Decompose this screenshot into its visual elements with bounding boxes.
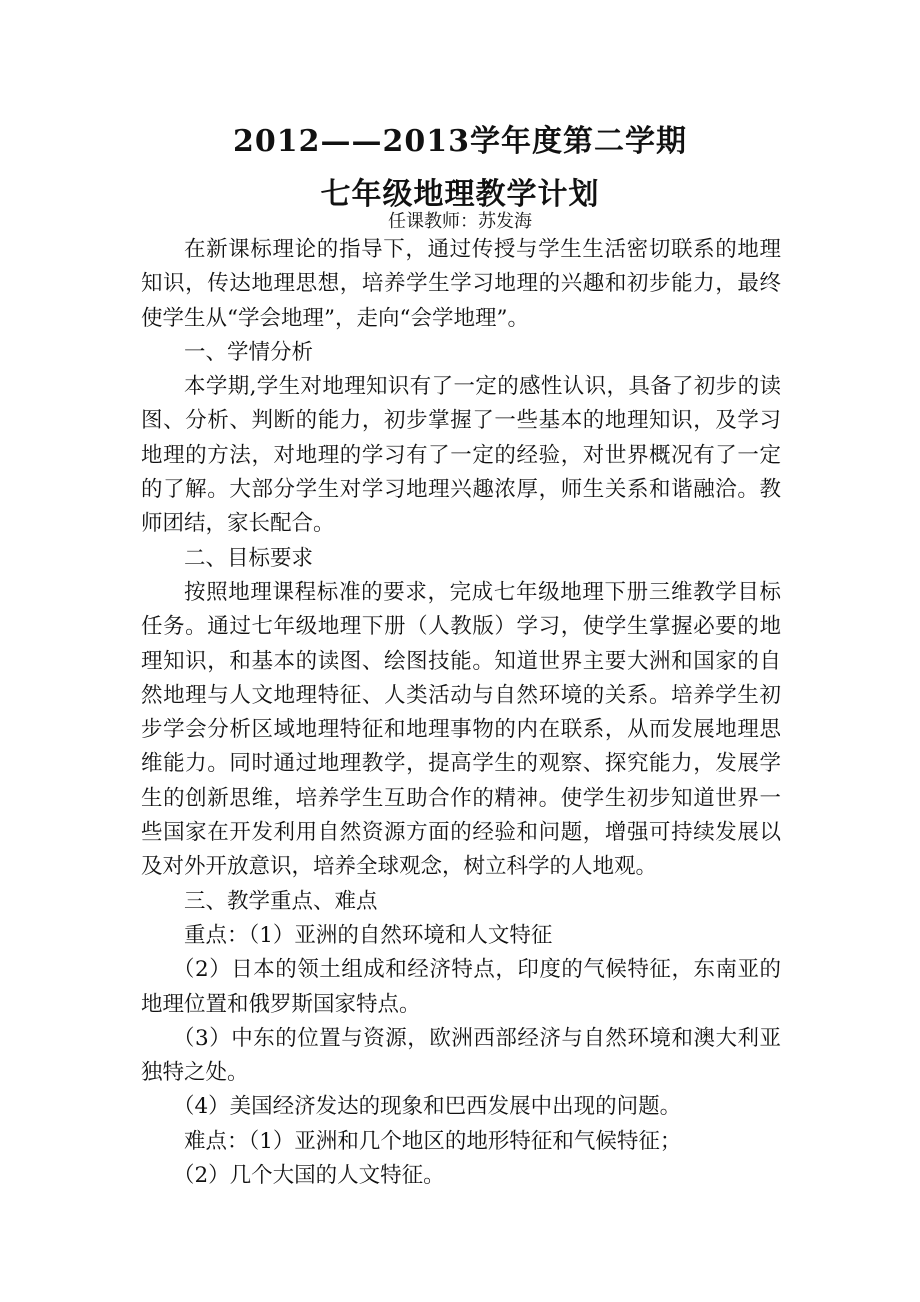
document-body	[141, 233, 781, 1193]
focus-item-2: （2）日本的领土组成和经济特点，印度的气候特征，东南亚的地理位置和俄罗斯国家特点。	[141, 957, 781, 1017]
difficulty-item-1: 难点：（1）亚洲和几个地区的地形特征和气候特征；	[184, 1128, 682, 1154]
section-heading-goals: 二、目标要求	[184, 545, 314, 571]
section-heading-analysis: 一、学情分析	[184, 339, 314, 365]
document-title-line-2: 七年级地理教学计划	[320, 177, 600, 212]
document-title-line-1: 2012——2013学年度第二学期	[233, 124, 687, 159]
goals-paragraph: 按照地理课程标准的要求，完成七年级地理下册三维教学目标任务。通过七年级地理下册（人教版）学习，使学生掌握必要的地理知识，和基本的读图、绘图技能。知道世界主要大洲和国家的自然地理与人文地理特征、人类活动与自然环境的关系。培养学生初步学会分析区域地理特征和地理事物的内在联系，从而发展地理思维能力。同时通过地理教学，提高学生的观察、探究能力，发展学生的创新思维，培养学生互助合作的精神。使学生初步知道世界一些国家在开发利用自然资源方面的经验和问题，增强可持续发展以及对外开放意识，培养全球观念，树立科学的人地观。	[141, 579, 781, 880]
focus-item-3: （3）中东的位置与资源，欧洲西部经济与自然环境和澳大利亚独特之处。	[141, 1025, 781, 1086]
intro-paragraph: 在新课标理论的指导下，通过传授与学生生活密切联系的地理知识，传达地理思想，培养学生学习地理的兴趣和初步能力，最终使学生从“学会地理”，走向“会学地理”。	[141, 237, 781, 331]
focus-item-4: （4）美国经济发达的现象和巴西发展中出现的问题。	[173, 1094, 682, 1120]
difficulty-item-2: （2）几个大国的人文特征。	[173, 1163, 445, 1189]
focus-item-1: 重点：（1）亚洲的自然环境和人文特征	[184, 922, 553, 948]
teacher-name: 任课教师：苏发海	[388, 211, 532, 232]
section-heading-focus: 三、教学重点、难点	[184, 888, 378, 914]
analysis-paragraph: 本学期,学生对地理知识有了一定的感性认识，具备了初步的读图、分析、判断的能力，初步掌握了一些基本的地理知识，及学习地理的方法，对地理的学习有了一定的经验，对世界概况有了一定的了解。大部分学生对学习地理兴趣浓厚，师生关系和谐融洽。教师团结，家长配合。	[141, 374, 781, 537]
